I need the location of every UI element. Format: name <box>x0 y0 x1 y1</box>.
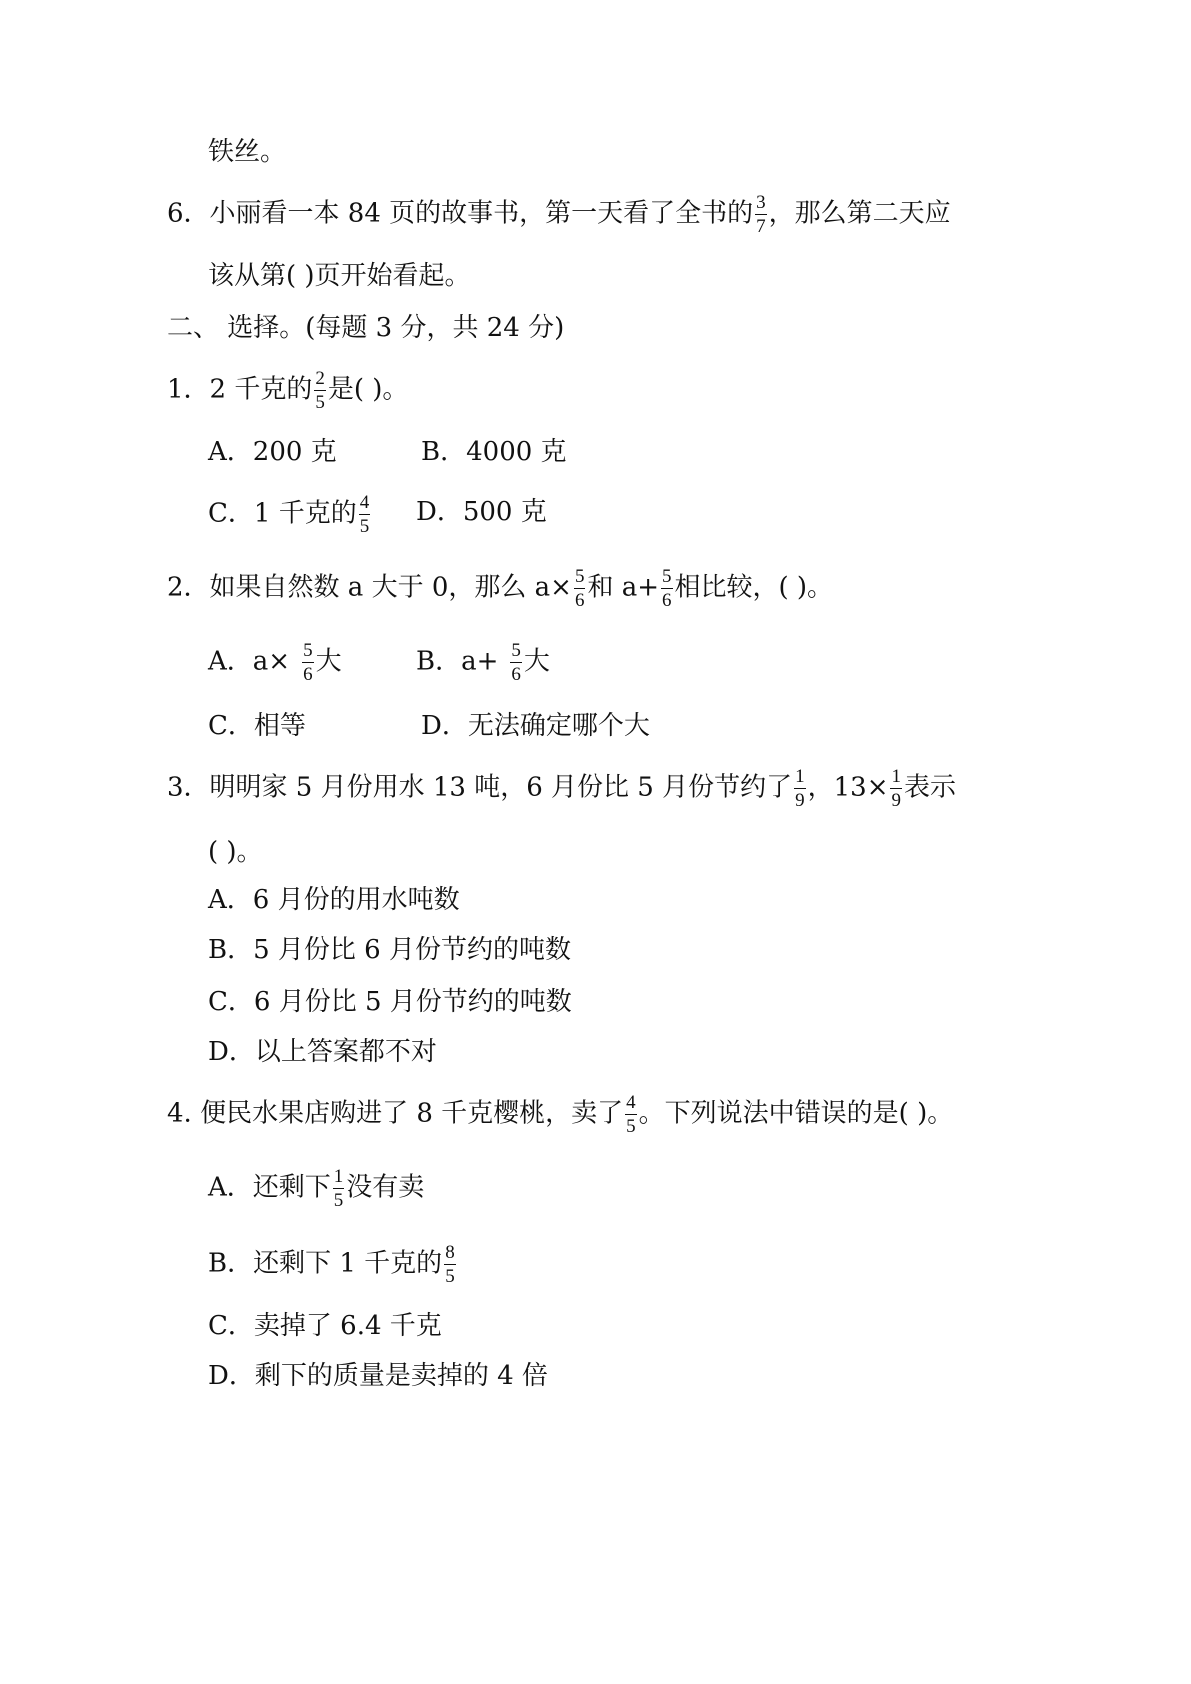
section-title: 二、 选择。(每题 3 分，共 24 分) <box>167 313 565 343</box>
fraction: $\frac{4}{5}$ <box>359 492 370 537</box>
fraction: $\frac{1}{9}$ <box>891 766 901 811</box>
choice-question-1: 1．2 千克的 $\frac{2}{5}$ 是( )。 <box>167 368 409 413</box>
continued-text: 铁丝。 <box>208 137 287 167</box>
choice-4-option-a: A．还剩下 $\frac{1}{5}$ 没有卖 <box>208 1166 425 1211</box>
fraction: $\frac{5}{6}$ <box>662 566 672 611</box>
choice-question-3-line-2: ( )。 <box>208 837 263 867</box>
question-6-line-2: 该从第( )页开始看起。 <box>208 261 471 291</box>
choice-3-option-d: D．以上答案都不对 <box>208 1037 437 1067</box>
fraction: $\frac{5}{6}$ <box>303 640 313 685</box>
fraction: $\frac{5}{6}$ <box>574 566 585 611</box>
fraction: $\frac{1}{5}$ <box>333 1166 344 1211</box>
fraction: $\frac{2}{5}$ <box>315 368 325 413</box>
choice-1-option-d: D．500 克 <box>416 497 547 527</box>
choice-2-option-b: B．a+ $\frac{5}{6}$ 大 <box>416 640 550 685</box>
choice-2-option-a: A．a× $\frac{5}{6}$ 大 <box>208 640 342 685</box>
choice-4-option-b: B．还剩下 1 千克的 $\frac{8}{5}$ <box>208 1242 455 1287</box>
choice-1-option-a: A．200 克 <box>208 437 337 467</box>
choice-2-option-d: D．无法确定哪个大 <box>421 711 650 741</box>
choice-1-option-c: C．1 千克的 $\frac{4}{5}$ <box>208 492 370 537</box>
choice-2-option-c: C．相等 <box>208 711 306 741</box>
choice-question-3: 3．明明家 5 月份用水 13 吨，6 月份比 5 月份节约了 $\frac{1}{9}$ ，13× $\frac{1}{9}$ 表示 <box>167 766 956 811</box>
choice-question-4: 4. 便民水果店购进了 8 千克樱桃，卖了 $\frac{4}{5}$ 。下列说法中错误的是( )。 <box>167 1092 954 1137</box>
choice-1-option-b: B．4000 克 <box>421 437 567 467</box>
choice-question-2: 2．如果自然数 a 大于 0，那么 a× $\frac{5}{6}$ 和 a+ $\frac{5}{6}$ 相比较，( )。 <box>167 566 834 611</box>
choice-3-option-a: A．6 月份的用水吨数 <box>208 885 460 915</box>
choice-4-option-c: C．卖掉了 6.4 千克 <box>208 1311 442 1341</box>
fraction: $\frac{8}{5}$ <box>445 1242 455 1287</box>
fraction: $\frac{5}{6}$ <box>511 640 521 685</box>
fraction: $\frac{3}{7}$ <box>756 192 766 237</box>
choice-3-option-c: C．6 月份比 5 月份节约的吨数 <box>208 987 572 1017</box>
fraction: $\frac{4}{5}$ <box>626 1092 636 1137</box>
fraction: $\frac{1}{9}$ <box>795 766 805 811</box>
choice-3-option-b: B．5 月份比 6 月份节约的吨数 <box>208 935 571 965</box>
question-6-line-1: 6．小丽看一本 84 页的故事书，第一天看了全书的 $\frac{3}{7}$ ，那么第二天应 <box>167 192 951 237</box>
choice-4-option-d: D．剩下的质量是卖掉的 4 倍 <box>208 1361 548 1391</box>
